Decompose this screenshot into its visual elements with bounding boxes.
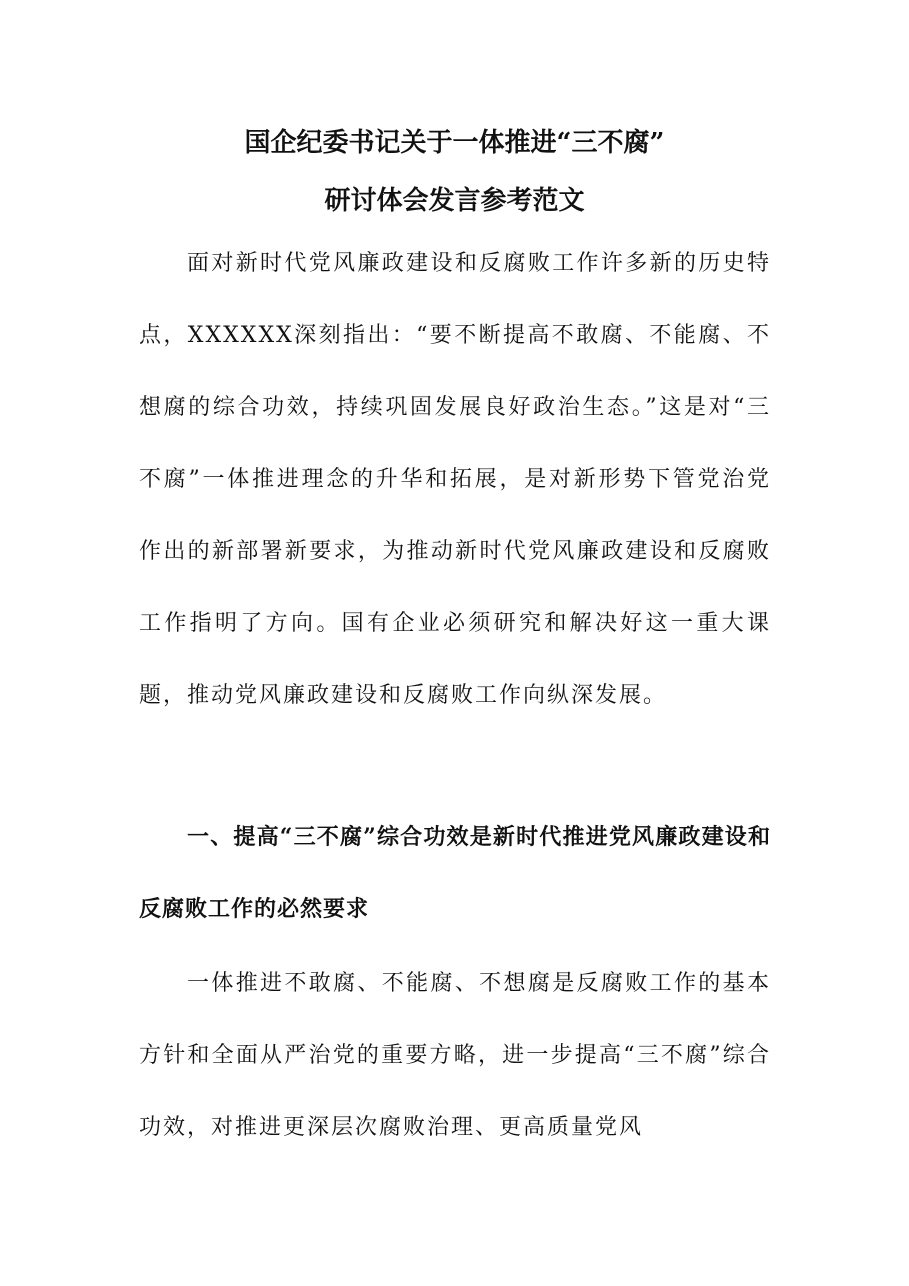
body-paragraph-1: 面对新时代党风廉政建设和反腐败工作许多新的历史特点，XXXXXX深刻指出：“要不断提高不敢腐、不能腐、不想腐的综合功效，持续巩固发展良好政治生态。”这是对“三不腐”一体推进理念的升华和拓展，是对新形势下管党治党作出的新部署新要求，为推动新时代党风廉政建设和反腐败工作指明了方向。国有企业必须研究和解决好这一重大课题，推动党风廉政建设和反腐败工作向纵深发展。	[139, 251, 771, 708]
body-paragraph-2: 一体推进不敢腐、不能腐、不想腐是反腐败工作的基本方针和全面从严治党的重要方略，进一步提高“三不腐”综合功效，对推进更深层次腐败治理、更高质量党风	[139, 971, 771, 1140]
section-heading-1: 一、提高“三不腐”综合功效是新时代推进党风廉政建设和反腐败工作的必然要求	[139, 824, 771, 922]
document-title-line-2: 研讨体会发言参考范文	[324, 186, 585, 216]
document-title-line-1: 国企纪委书记关于一体推进“三不腐”	[244, 128, 665, 158]
